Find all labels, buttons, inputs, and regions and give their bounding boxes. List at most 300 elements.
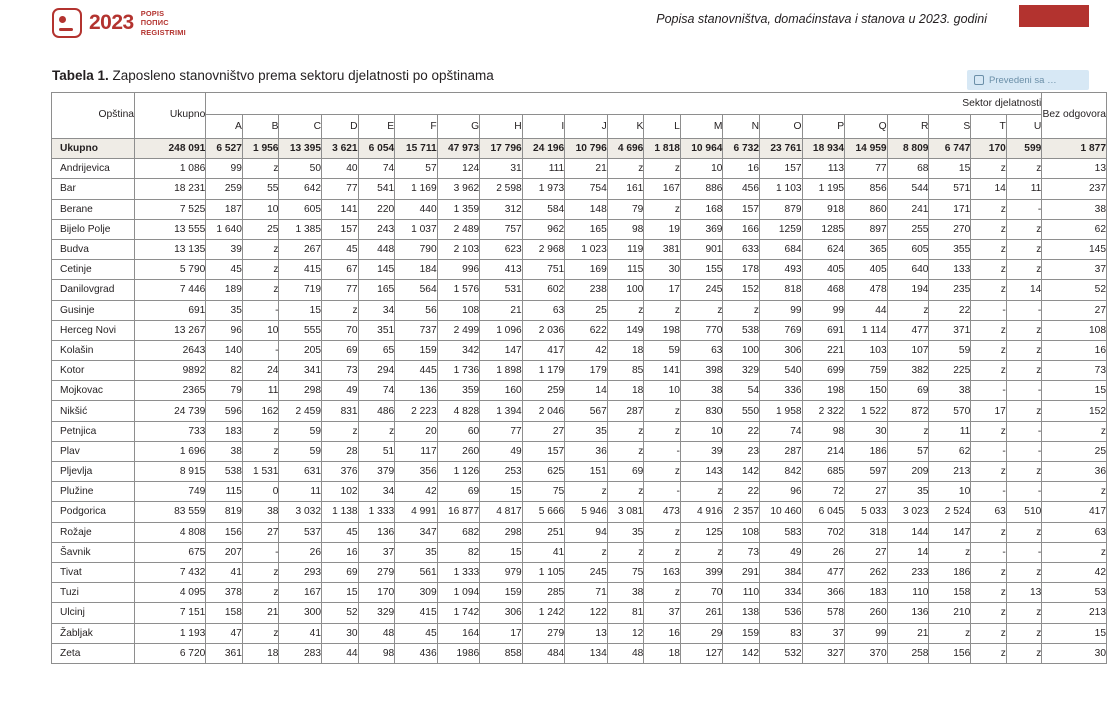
cell-sector-J: 245 — [565, 562, 608, 582]
cell-ukupno: 18 231 — [135, 179, 206, 199]
cell-sector-P: 327 — [802, 643, 845, 663]
cell-ukupno: 7 525 — [135, 199, 206, 219]
cell-sector-G: 2 489 — [437, 219, 480, 239]
cell-sector-J: 14 — [565, 381, 608, 401]
cell-sector-C: 11 — [279, 482, 322, 502]
cell-sector-R: 258 — [887, 643, 929, 663]
cell-sector-G: 1 126 — [437, 462, 480, 482]
cell-sector-J: 148 — [565, 199, 608, 219]
cell-sector-E: 329 — [358, 603, 395, 623]
cell-ukupno: 6 720 — [135, 643, 206, 663]
cell-sector-G: 1 094 — [437, 583, 480, 603]
cell-sector-R: 21 — [887, 623, 929, 643]
cell-sector-K: 35 — [607, 522, 644, 542]
cell-opstina: Budva — [52, 239, 135, 259]
cell-sector-E: 145 — [358, 260, 395, 280]
cell-sector-P: 1285 — [802, 219, 845, 239]
cell-sector-K: 100 — [607, 280, 644, 300]
table-row — [52, 179, 1107, 199]
table-row — [52, 300, 1107, 320]
cell-sector-A: 82 — [206, 361, 243, 381]
cell-sector-B: 1 956 — [242, 139, 279, 159]
cell-sector-H: 15 — [480, 482, 523, 502]
cell-sector-L: z — [644, 583, 681, 603]
cell-sector-B: 162 — [242, 401, 279, 421]
cell-sector-Q: 1 522 — [845, 401, 888, 421]
cell-sector-E: 6 054 — [358, 139, 395, 159]
cell-sector-P: 18 934 — [802, 139, 845, 159]
cell-sector-M: 29 — [680, 623, 723, 643]
cell-sector-C: 537 — [279, 522, 322, 542]
cell-sector-O: 1 958 — [760, 401, 803, 421]
cell-bez-odgovora: 237 — [1042, 179, 1107, 199]
cell-bez-odgovora: 108 — [1042, 320, 1107, 340]
cell-sector-O: 336 — [760, 381, 803, 401]
cell-sector-Q: 99 — [845, 623, 888, 643]
cell-bez-odgovora: 27 — [1042, 300, 1107, 320]
cell-sector-B: 11 — [242, 381, 279, 401]
cell-sector-I: 2 036 — [522, 320, 565, 340]
cell-sector-G: 3 962 — [437, 179, 480, 199]
cell-sector-R: 136 — [887, 603, 929, 623]
cell-sector-I: 111 — [522, 159, 565, 179]
cell-sector-R: 544 — [887, 179, 929, 199]
cell-sector-D: 49 — [322, 381, 359, 401]
header-sector-P: P — [802, 115, 845, 139]
cell-sector-P: 98 — [802, 421, 845, 441]
cell-sector-P: 477 — [802, 562, 845, 582]
cell-sector-O: 287 — [760, 441, 803, 461]
cell-sector-D: 52 — [322, 603, 359, 623]
cell-sector-A: 259 — [206, 179, 243, 199]
cell-sector-T: 17 — [971, 401, 1007, 421]
cell-sector-O: 23 761 — [760, 139, 803, 159]
cell-sector-N: 550 — [723, 401, 760, 421]
cell-sector-O: 157 — [760, 159, 803, 179]
cell-sector-A: 38 — [206, 441, 243, 461]
cell-sector-L: z — [644, 421, 681, 441]
table-head — [52, 93, 1107, 139]
cell-sector-T: z — [971, 643, 1007, 663]
cell-sector-S: 2 524 — [929, 502, 971, 522]
cell-sector-O: 334 — [760, 583, 803, 603]
cell-ukupno: 7 432 — [135, 562, 206, 582]
cell-sector-R: 107 — [887, 340, 929, 360]
cell-sector-Q: 260 — [845, 603, 888, 623]
header-color-block — [1019, 5, 1089, 27]
translate-chip-label: Prevedeni sa … — [989, 74, 1057, 86]
logo-text-line2: ПОПИС — [140, 18, 169, 28]
cell-sector-Q: 14 959 — [845, 139, 888, 159]
cell-opstina: Herceg Novi — [52, 320, 135, 340]
cell-sector-Q: 860 — [845, 199, 888, 219]
cell-ukupno: 2643 — [135, 340, 206, 360]
cell-sector-D: 69 — [322, 340, 359, 360]
cell-ukupno: 5 790 — [135, 260, 206, 280]
cell-sector-M: z — [680, 542, 723, 562]
cell-sector-E: 34 — [358, 482, 395, 502]
cell-sector-D: 15 — [322, 583, 359, 603]
table-row — [52, 340, 1107, 360]
header-sector-G: G — [437, 115, 480, 139]
cell-sector-T: z — [971, 280, 1007, 300]
cell-sector-A: 6 527 — [206, 139, 243, 159]
cell-sector-O: 83 — [760, 623, 803, 643]
cell-ukupno: 248 091 — [135, 139, 206, 159]
cell-sector-K: 75 — [607, 562, 644, 582]
cell-sector-B: z — [242, 583, 279, 603]
cell-sector-B: 0 — [242, 482, 279, 502]
cell-sector-Q: 186 — [845, 441, 888, 461]
cell-sector-I: 602 — [522, 280, 565, 300]
cell-sector-B: 24 — [242, 361, 279, 381]
cell-sector-I: 625 — [522, 462, 565, 482]
table-row — [52, 239, 1107, 259]
cell-sector-N: 22 — [723, 421, 760, 441]
cell-sector-R: 69 — [887, 381, 929, 401]
cell-sector-G: 996 — [437, 260, 480, 280]
table-row — [52, 219, 1107, 239]
cell-sector-L: z — [644, 462, 681, 482]
cell-sector-B: z — [242, 239, 279, 259]
cell-sector-O: 769 — [760, 320, 803, 340]
cell-sector-G: 1 742 — [437, 603, 480, 623]
cell-opstina: Zeta — [52, 643, 135, 663]
cell-sector-N: 456 — [723, 179, 760, 199]
cell-sector-E: 165 — [358, 280, 395, 300]
cell-sector-A: 207 — [206, 542, 243, 562]
cell-sector-H: 77 — [480, 421, 523, 441]
header-sector-M: M — [680, 115, 723, 139]
cell-sector-F: 356 — [395, 462, 437, 482]
cell-opstina: Nikšić — [52, 401, 135, 421]
table-row — [52, 562, 1107, 582]
cell-sector-P: 685 — [802, 462, 845, 482]
cell-sector-P: 6 045 — [802, 502, 845, 522]
cell-bez-odgovora: 53 — [1042, 583, 1107, 603]
cell-sector-P: 221 — [802, 340, 845, 360]
cell-sector-P: 405 — [802, 260, 845, 280]
cell-sector-L: 381 — [644, 239, 681, 259]
cell-sector-N: 329 — [723, 361, 760, 381]
cell-sector-S: 225 — [929, 361, 971, 381]
cell-sector-M: 261 — [680, 603, 723, 623]
cell-sector-F: 57 — [395, 159, 437, 179]
cell-sector-J: 21 — [565, 159, 608, 179]
header-sector-K: K — [607, 115, 644, 139]
cell-sector-Q: 44 — [845, 300, 888, 320]
cell-ukupno: 8 915 — [135, 462, 206, 482]
cell-sector-R: 872 — [887, 401, 929, 421]
cell-sector-F: 309 — [395, 583, 437, 603]
cell-sector-I: 285 — [522, 583, 565, 603]
cell-sector-I: 584 — [522, 199, 565, 219]
cell-sector-D: 30 — [322, 623, 359, 643]
cell-sector-C: 59 — [279, 421, 322, 441]
cell-sector-N: 6 732 — [723, 139, 760, 159]
header-ukupno: Ukupno — [135, 93, 206, 139]
cell-sector-A: 35 — [206, 300, 243, 320]
cell-ukupno: 13 555 — [135, 219, 206, 239]
cell-bez-odgovora: 30 — [1042, 643, 1107, 663]
cell-sector-N: 110 — [723, 583, 760, 603]
cell-sector-A: 156 — [206, 522, 243, 542]
cell-sector-U: 599 — [1006, 139, 1042, 159]
cell-sector-R: 110 — [887, 583, 929, 603]
cell-sector-D: 45 — [322, 522, 359, 542]
cell-sector-Q: 478 — [845, 280, 888, 300]
cell-sector-U: - — [1006, 421, 1042, 441]
table-row — [52, 260, 1107, 280]
cell-ukupno: 83 559 — [135, 502, 206, 522]
cell-sector-K: 12 — [607, 623, 644, 643]
cell-sector-J: 754 — [565, 179, 608, 199]
logo-text-line3: REGISTRIMI — [140, 27, 186, 37]
cell-bez-odgovora: 145 — [1042, 239, 1107, 259]
cell-sector-D: 73 — [322, 361, 359, 381]
cell-sector-M: 369 — [680, 219, 723, 239]
cell-sector-S: 147 — [929, 522, 971, 542]
cell-sector-F: 159 — [395, 340, 437, 360]
cell-sector-J: 94 — [565, 522, 608, 542]
cell-sector-M: 143 — [680, 462, 723, 482]
page-header — [0, 0, 1107, 56]
cell-sector-T: z — [971, 421, 1007, 441]
cell-sector-K: 149 — [607, 320, 644, 340]
cell-sector-M: 770 — [680, 320, 723, 340]
table-total-row — [52, 139, 1107, 159]
cell-sector-I: 962 — [522, 219, 565, 239]
cell-sector-B: z — [242, 562, 279, 582]
cell-sector-T: 14 — [971, 179, 1007, 199]
logo-text-line1: POPIS — [140, 9, 165, 19]
cell-sector-E: 220 — [358, 199, 395, 219]
cell-sector-N: 178 — [723, 260, 760, 280]
cell-opstina: Rožaje — [52, 522, 135, 542]
header-sector-S: S — [929, 115, 971, 139]
cell-sector-C: 719 — [279, 280, 322, 300]
cell-sector-M: 886 — [680, 179, 723, 199]
cell-sector-O: 10 460 — [760, 502, 803, 522]
cell-sector-P: 37 — [802, 623, 845, 643]
cell-sector-A: 189 — [206, 280, 243, 300]
cell-sector-L: z — [644, 542, 681, 562]
cell-sector-R: z — [887, 300, 929, 320]
cell-sector-A: 39 — [206, 239, 243, 259]
cell-sector-C: 26 — [279, 542, 322, 562]
cell-sector-A: 819 — [206, 502, 243, 522]
cell-sector-I: 1 242 — [522, 603, 565, 623]
cell-sector-D: 157 — [322, 219, 359, 239]
cell-sector-A: 1 640 — [206, 219, 243, 239]
cell-sector-H: 15 — [480, 542, 523, 562]
cell-sector-F: 564 — [395, 280, 437, 300]
cell-bez-odgovora: z — [1042, 482, 1107, 502]
cell-sector-D: 141 — [322, 199, 359, 219]
cell-sector-D: 1 138 — [322, 502, 359, 522]
cell-sector-B: 1 531 — [242, 462, 279, 482]
cell-opstina: Pljevlja — [52, 462, 135, 482]
cell-sector-Q: 405 — [845, 260, 888, 280]
table-row — [52, 320, 1107, 340]
cell-sector-T: z — [971, 361, 1007, 381]
cell-sector-G: 124 — [437, 159, 480, 179]
cell-sector-C: 13 395 — [279, 139, 322, 159]
cell-sector-H: 159 — [480, 583, 523, 603]
cell-sector-J: 179 — [565, 361, 608, 381]
cell-bez-odgovora: z — [1042, 421, 1107, 441]
cell-sector-H: 160 — [480, 381, 523, 401]
cell-sector-O: 1259 — [760, 219, 803, 239]
cell-sector-B: - — [242, 542, 279, 562]
cell-sector-T: - — [971, 441, 1007, 461]
cell-sector-G: 108 — [437, 300, 480, 320]
header-sector-J: J — [565, 115, 608, 139]
cell-sector-C: 1 385 — [279, 219, 322, 239]
cell-sector-M: 4 916 — [680, 502, 723, 522]
cell-sector-L: 167 — [644, 179, 681, 199]
cell-sector-T: z — [971, 199, 1007, 219]
cell-sector-C: 605 — [279, 199, 322, 219]
cell-sector-E: 170 — [358, 583, 395, 603]
cell-sector-G: 2 499 — [437, 320, 480, 340]
cell-sector-H: 31 — [480, 159, 523, 179]
cell-sector-T: z — [971, 462, 1007, 482]
cell-sector-N: 108 — [723, 522, 760, 542]
cell-sector-R: 477 — [887, 320, 929, 340]
cell-sector-M: 399 — [680, 562, 723, 582]
cell-sector-J: 622 — [565, 320, 608, 340]
cell-sector-A: 187 — [206, 199, 243, 219]
cell-sector-F: 440 — [395, 199, 437, 219]
cell-sector-P: 699 — [802, 361, 845, 381]
cell-sector-C: 293 — [279, 562, 322, 582]
cell-sector-D: 28 — [322, 441, 359, 461]
cell-sector-H: 253 — [480, 462, 523, 482]
cell-sector-F: 15 711 — [395, 139, 437, 159]
cell-sector-F: 561 — [395, 562, 437, 582]
cell-sector-P: 702 — [802, 522, 845, 542]
cell-bez-odgovora: 42 — [1042, 562, 1107, 582]
table-row — [52, 381, 1107, 401]
table-row — [52, 623, 1107, 643]
cell-sector-Q: 183 — [845, 583, 888, 603]
header-sector-H: H — [480, 115, 523, 139]
cell-sector-D: 831 — [322, 401, 359, 421]
cell-sector-J: z — [565, 542, 608, 562]
cell-sector-U: - — [1006, 300, 1042, 320]
cell-sector-D: 70 — [322, 320, 359, 340]
table-row — [52, 603, 1107, 623]
cell-sector-J: 567 — [565, 401, 608, 421]
cell-sector-U: 510 — [1006, 502, 1042, 522]
cell-sector-I: 27 — [522, 421, 565, 441]
cell-sector-M: 830 — [680, 401, 723, 421]
cell-sector-I: 41 — [522, 542, 565, 562]
cell-opstina: Tivat — [52, 562, 135, 582]
cell-sector-G: 60 — [437, 421, 480, 441]
cell-sector-E: 65 — [358, 340, 395, 360]
cell-sector-B: z — [242, 280, 279, 300]
cell-sector-O: 49 — [760, 542, 803, 562]
cell-sector-C: 300 — [279, 603, 322, 623]
cell-sector-M: 245 — [680, 280, 723, 300]
cell-sector-D: 77 — [322, 280, 359, 300]
header-sector-L: L — [644, 115, 681, 139]
cell-sector-C: 631 — [279, 462, 322, 482]
cell-sector-M: 10 — [680, 421, 723, 441]
cell-sector-E: 136 — [358, 522, 395, 542]
cell-sector-D: z — [322, 300, 359, 320]
cell-sector-S: 571 — [929, 179, 971, 199]
cell-sector-F: 790 — [395, 239, 437, 259]
cell-bez-odgovora: 63 — [1042, 522, 1107, 542]
cell-sector-B: 25 — [242, 219, 279, 239]
cell-sector-H: 623 — [480, 239, 523, 259]
cell-sector-S: 270 — [929, 219, 971, 239]
cell-sector-N: 54 — [723, 381, 760, 401]
cell-sector-Q: 262 — [845, 562, 888, 582]
cell-sector-A: 378 — [206, 583, 243, 603]
table-caption-text: Zaposleno stanovništvo prema sektoru djelatnosti po opštinama — [112, 68, 494, 83]
cell-sector-E: 243 — [358, 219, 395, 239]
cell-sector-T: z — [971, 260, 1007, 280]
cell-sector-P: 214 — [802, 441, 845, 461]
cell-sector-R: 144 — [887, 522, 929, 542]
cell-sector-O: 1 103 — [760, 179, 803, 199]
cell-sector-Q: 897 — [845, 219, 888, 239]
cell-sector-N: 142 — [723, 462, 760, 482]
cell-bez-odgovora: 25 — [1042, 441, 1107, 461]
cell-sector-S: 210 — [929, 603, 971, 623]
cell-sector-G: 164 — [437, 623, 480, 643]
cell-sector-Q: 77 — [845, 159, 888, 179]
cell-sector-J: 25 — [565, 300, 608, 320]
cell-sector-A: 79 — [206, 381, 243, 401]
translate-icon — [974, 75, 984, 85]
cell-sector-M: 901 — [680, 239, 723, 259]
cell-sector-I: 751 — [522, 260, 565, 280]
cell-sector-K: 69 — [607, 462, 644, 482]
cell-sector-B: 18 — [242, 643, 279, 663]
cell-sector-H: 298 — [480, 522, 523, 542]
cell-sector-N: z — [723, 300, 760, 320]
cell-ukupno: 1 193 — [135, 623, 206, 643]
cell-sector-E: 34 — [358, 300, 395, 320]
cell-sector-L: - — [644, 482, 681, 502]
cell-opstina: Ulcinj — [52, 603, 135, 623]
header-sector-Q: Q — [845, 115, 888, 139]
cell-sector-L: 19 — [644, 219, 681, 239]
cell-sector-Q: 27 — [845, 482, 888, 502]
cell-sector-G: 1 736 — [437, 361, 480, 381]
header-sector-B: B — [242, 115, 279, 139]
cell-sector-G: 4 828 — [437, 401, 480, 421]
cell-sector-P: 624 — [802, 239, 845, 259]
cell-opstina: Bar — [52, 179, 135, 199]
header-sector-F: F — [395, 115, 437, 139]
cell-sector-U: - — [1006, 542, 1042, 562]
translate-chip[interactable] — [967, 70, 1089, 90]
cell-sector-C: 267 — [279, 239, 322, 259]
cell-sector-I: 2 968 — [522, 239, 565, 259]
cell-sector-P: 113 — [802, 159, 845, 179]
cell-sector-D: 3 621 — [322, 139, 359, 159]
cell-sector-R: 255 — [887, 219, 929, 239]
cell-ukupno: 675 — [135, 542, 206, 562]
table-row — [52, 462, 1107, 482]
cell-sector-O: 74 — [760, 421, 803, 441]
